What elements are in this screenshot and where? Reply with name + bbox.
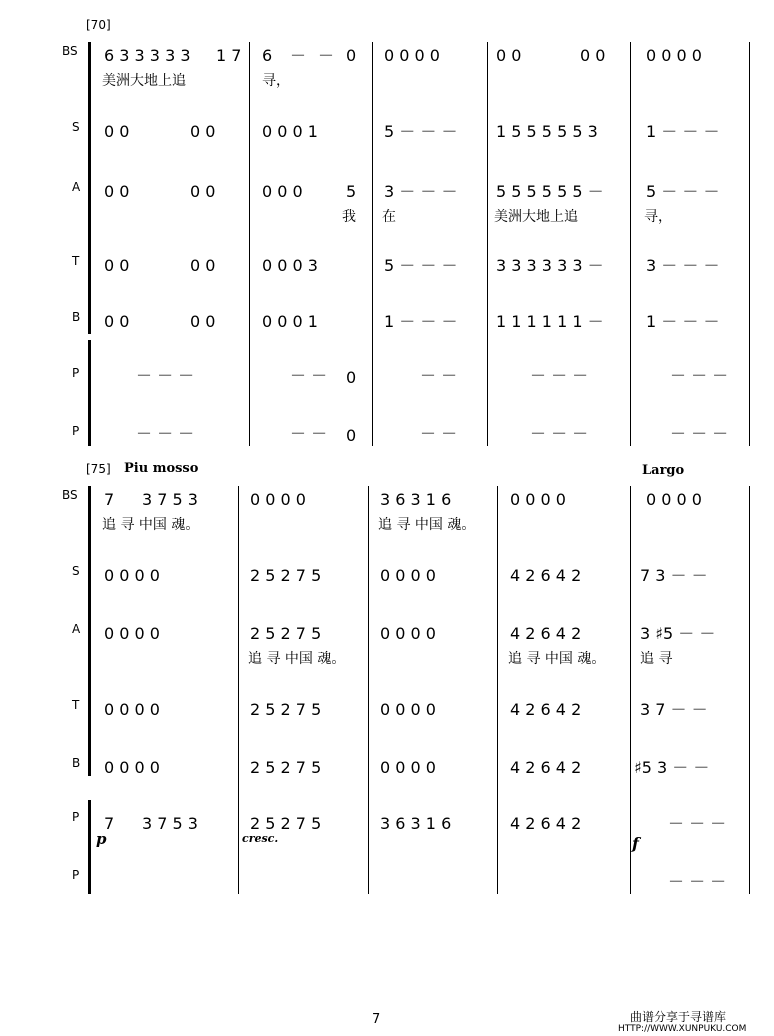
a-notes: 0 0 0 (262, 182, 303, 201)
staff-label-s: S (72, 564, 80, 578)
barline (497, 486, 498, 894)
staff-label-p1: P (72, 810, 80, 824)
t-notes: 0 0 0 0 (104, 700, 160, 719)
s-notes: 0 0 0 0 (104, 566, 160, 585)
a-lyric: 在 (382, 209, 396, 225)
staff-label-t: T (72, 698, 80, 712)
dynamic-mark: cresc. (242, 832, 279, 845)
s-notes: 1 － － － (646, 122, 720, 141)
bs-notes: 0 0 (496, 46, 522, 65)
bs-notes: 0 (346, 46, 357, 65)
p2-tail: － － (290, 424, 328, 443)
b-notes: 0 0 0 1 (262, 312, 318, 331)
a-notes: 4 2 6 4 2 (510, 624, 582, 643)
bs-lyric: 寻， (262, 73, 290, 89)
s-notes: 2 5 2 7 5 (250, 566, 322, 585)
p1-tail: － － － (136, 366, 195, 385)
staff-label-s: S (72, 120, 80, 134)
a-lyric: 我 (342, 209, 356, 225)
t-notes: 0 0 (190, 256, 216, 275)
b-notes: 1 － － － (384, 312, 458, 331)
t-notes: 4 2 6 4 2 (510, 700, 582, 719)
bs-notes: － (318, 46, 335, 65)
b-notes: 2 5 2 7 5 (250, 758, 322, 777)
bs-notes: 6 3 3 3 3 3 (104, 46, 191, 65)
bs-notes: 1 7 (216, 46, 242, 65)
barline (749, 486, 750, 894)
bs-notes: 3 6 3 1 6 (380, 490, 452, 509)
tempo-marking: Largo (642, 463, 685, 478)
bs-notes: 0 0 0 0 (646, 46, 702, 65)
page-number: 7 (372, 1012, 381, 1027)
b-notes: 0 0 0 0 (104, 758, 160, 777)
s-notes: 1 5 5 5 5 5 3 (496, 122, 598, 141)
staff-label-b: B (72, 310, 81, 324)
b-notes: 0 0 (104, 312, 130, 331)
staff-label-p2: P (72, 424, 80, 438)
p1-notes: 3 6 3 1 6 (380, 814, 452, 833)
barline (630, 486, 631, 894)
a-notes: 2 5 2 7 5 (250, 624, 322, 643)
t-notes: 3 7 － － (640, 700, 708, 719)
b-notes: 0 0 0 0 (380, 758, 436, 777)
bs-notes: 6 (262, 46, 273, 65)
dynamic-mark: f (632, 834, 639, 853)
a-notes: 5 － － － (646, 182, 720, 201)
piano-brace (88, 800, 91, 894)
s-notes: 0 0 (104, 122, 130, 141)
p2-tail: － － － (136, 424, 195, 443)
tempo-marking: Piu mosso (124, 461, 199, 476)
staff-label-a: A (72, 180, 81, 194)
measure-number: [70] (86, 18, 111, 32)
a-notes: 0 0 0 0 (104, 624, 160, 643)
b-notes: 1 1 1 1 1 1 － (496, 312, 604, 331)
choir-bracket (88, 486, 91, 776)
staff-label-p2: P (72, 868, 80, 882)
p1-tail: － － (290, 366, 328, 385)
t-notes: 0 0 (104, 256, 130, 275)
p2-tail: 0 (346, 426, 357, 445)
bs-lyric: 追 寻 中国 魂。 (378, 517, 476, 533)
staff-label-a: A (72, 622, 81, 636)
staff-label-t: T (72, 254, 80, 268)
a-notes: 3 ♯5 － － (640, 624, 716, 643)
t-notes: 2 5 2 7 5 (250, 700, 322, 719)
s-notes: 0 0 0 0 (380, 566, 436, 585)
bs-notes: 0 0 0 0 (646, 490, 702, 509)
p2-tail: － － － (670, 424, 729, 443)
t-notes: 3 － － － (646, 256, 720, 275)
a-notes: 0 0 (104, 182, 130, 201)
p1-tail: 0 (346, 368, 357, 387)
staff-label-bs: BS (62, 44, 78, 58)
bs-lyric: 追 寻 中国 魂。 (102, 517, 200, 533)
watermark-url: HTTP://WWW.XUNPUKU.COM (618, 1024, 747, 1034)
bs-notes: 0 0 0 0 (250, 490, 306, 509)
p2-tail: － － (420, 424, 458, 443)
a-notes: 5 5 5 5 5 5 － (496, 182, 604, 201)
p1-tail: － － (420, 366, 458, 385)
b-notes: ♯5 3 － － (634, 758, 710, 777)
staff-label-p1: P (72, 366, 80, 380)
b-notes: 4 2 6 4 2 (510, 758, 582, 777)
a-notes: 0 0 0 0 (380, 624, 436, 643)
p1-tail: － － － (530, 366, 589, 385)
bs-notes: 7 (104, 490, 115, 509)
t-notes: 3 3 3 3 3 3 － (496, 256, 604, 275)
t-notes: 0 0 0 3 (262, 256, 318, 275)
b-notes: 0 0 (190, 312, 216, 331)
barline (238, 486, 239, 894)
a-lyric: 追 寻 中国 魂。 (508, 651, 606, 667)
a-lyric: 寻， (644, 209, 672, 225)
p2-tail: － － － (530, 424, 589, 443)
p1-notes: 2 5 2 7 5 (250, 814, 322, 833)
barline (368, 486, 369, 894)
bs-notes: 0 0 (580, 46, 606, 65)
s-notes: 0 0 (190, 122, 216, 141)
b-notes: 1 － － － (646, 312, 720, 331)
p1-notes: 4 2 6 4 2 (510, 814, 582, 833)
bs-notes: 0 0 0 0 (384, 46, 440, 65)
p1-notes: 7 (104, 814, 115, 833)
a-lyric: 追 寻 中国 魂。 (248, 651, 346, 667)
watermark-text: 曲谱分享于寻谱库 (630, 1010, 727, 1024)
t-notes: 5 － － － (384, 256, 458, 275)
bs-lyric: 美洲大地上追 (102, 73, 186, 89)
p2-tail: － － － (668, 872, 727, 891)
a-notes: 3 － － － (384, 182, 458, 201)
t-notes: 0 0 0 0 (380, 700, 436, 719)
a-notes: 0 0 (190, 182, 216, 201)
s-notes: 7 3 － － (640, 566, 708, 585)
bs-notes: 0 0 0 0 (510, 490, 566, 509)
a-lyric: 美洲大地上追 (494, 209, 578, 225)
bs-notes: 3 7 5 3 (142, 490, 198, 509)
measure-number: [75] (86, 462, 111, 476)
p1-notes: － － － (668, 814, 727, 833)
dynamic-mark: p (96, 830, 107, 848)
staff-label-bs: BS (62, 488, 78, 502)
p1-tail: － － － (670, 366, 729, 385)
a-lyric: 追 寻 (640, 651, 673, 667)
a-notes: 5 (346, 182, 357, 201)
staff-label-b: B (72, 756, 81, 770)
s-notes: 0 0 0 1 (262, 122, 318, 141)
p1-notes: 3 7 5 3 (142, 814, 198, 833)
bs-notes: － (290, 46, 307, 65)
s-notes: 5 － － － (384, 122, 458, 141)
s-notes: 4 2 6 4 2 (510, 566, 582, 585)
